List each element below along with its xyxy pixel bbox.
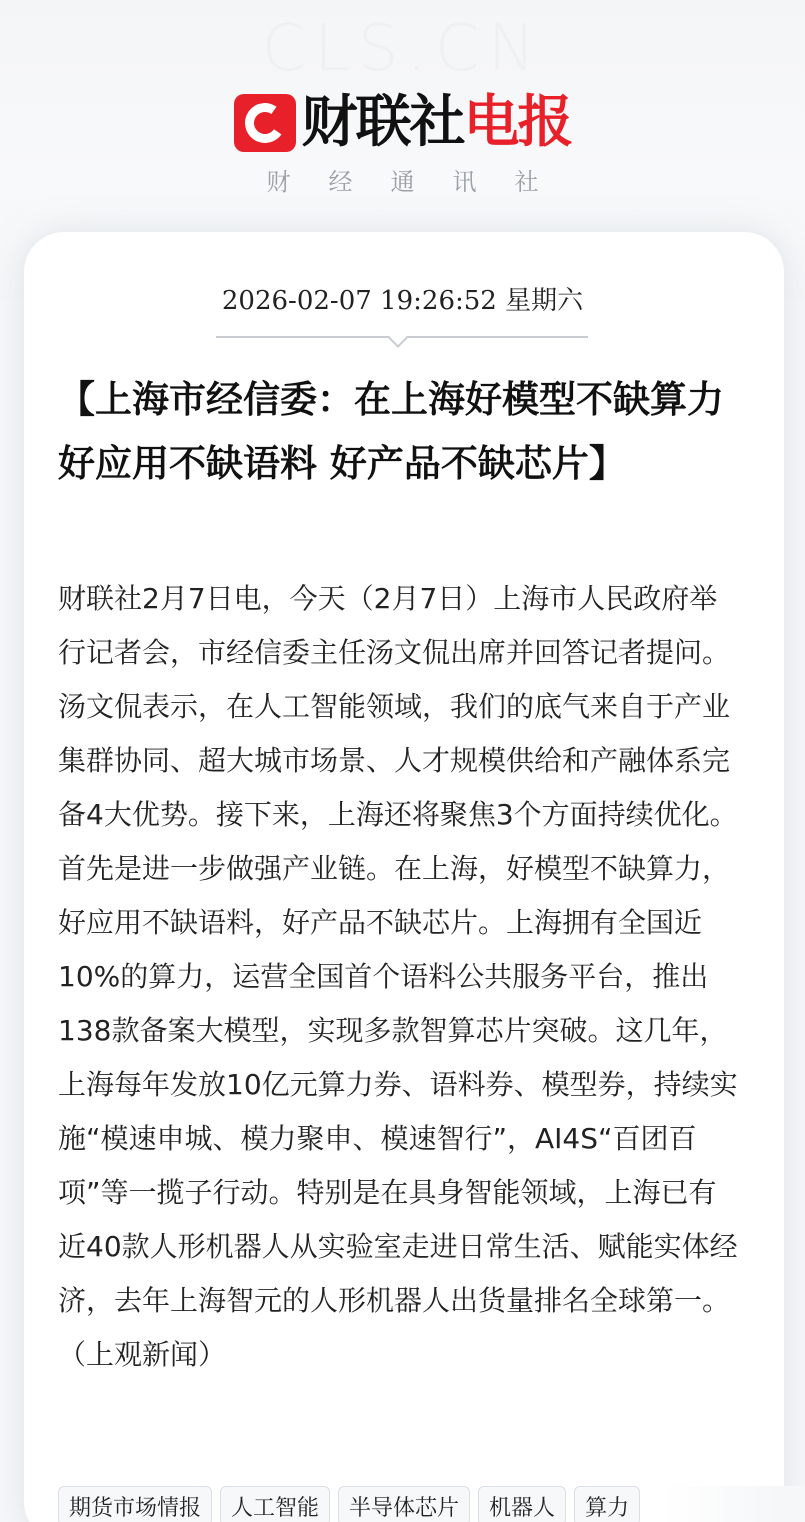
watermark: CLS.CN: [261, 12, 544, 86]
article-body: 财联社2月7日电，今天（2月7日）上海市人民政府举行记者会，市经信委主任汤文侃出席并回答记者提问。汤文侃表示，在人工智能领域，我们的底气来自于产业集群协同、超大城市场景、人才规模供给和产融体系完备4大优势。接下来，上海还将聚焦3个方面持续优化。首先是进一步做强产业链。在上海，好模型不缺算力，好应用不缺语料，好产品不缺芯片。上海拥有全国近10%的算力，运营全国首个语料公共服务平台，推出138款备案大模型，实现多款智算芯片突破。这几年，上海每年发放10亿元算力券、语料券、模型券，持续实施“模速申城、模力聚申、模速智行”，AI4S“百团百项”等一揽子行动。特别是在具身智能领域，上海已有近40款人形机器人从实验室走进日常生活、赋能实体经济，去年上海智元的人形机器人出货量排名全球第一。（上观新闻）: [58, 582, 738, 1371]
publish-datetime: 2026-02-07 19:26:52 星期六: [221, 286, 584, 316]
tagline: 财经通讯社: [266, 168, 577, 196]
article-headline: 【上海市经信委：在上海好模型不缺算力 好应用不缺语料 好产品不缺芯片】: [58, 378, 724, 485]
tag-futures-market[interactable]: 期货市场情报: [58, 1486, 212, 1522]
logo-product: 电报: [463, 90, 572, 155]
tags-fade-overlay: [665, 1486, 805, 1522]
logo-c-icon: [234, 94, 296, 152]
tag-robot[interactable]: 机器人: [478, 1486, 566, 1522]
tag-computing-power[interactable]: 算力: [574, 1486, 640, 1522]
brand-logo: [0, 88, 805, 158]
logo-name: 财联社: [301, 90, 464, 155]
tag-semiconductor[interactable]: 半导体芯片: [338, 1486, 470, 1522]
tag-ai[interactable]: 人工智能: [220, 1486, 330, 1522]
